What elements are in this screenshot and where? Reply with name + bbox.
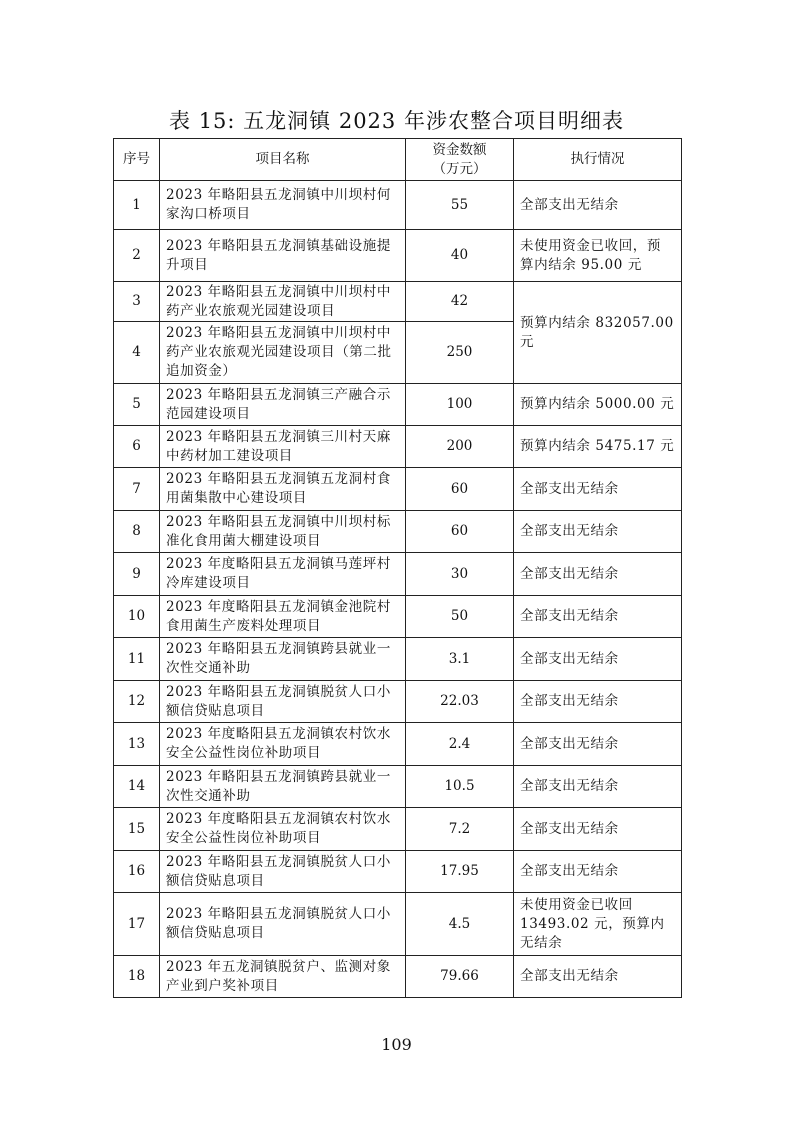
- table-row: [114, 511, 682, 553]
- row-name: 2023 年略阳县五龙洞镇中川坝村中药产业农旅观光园建设项目（第二批追加资金）: [160, 322, 406, 384]
- row-amount: 50: [406, 596, 514, 638]
- page-number: 109: [381, 1035, 412, 1054]
- row-name: 2023 年略阳县五龙洞镇中川坝村中药产业农旅观光园建设项目: [160, 282, 406, 322]
- row-name: 2023 年略阳县五龙洞镇三川村天麻中药材加工建设项目: [160, 426, 406, 468]
- row-status: 全部支出无结余: [514, 511, 682, 553]
- row-no: 3: [114, 282, 160, 322]
- row-no: 17: [114, 893, 160, 956]
- row-name: 2023 年略阳县五龙洞镇中川坝村何家沟口桥项目: [160, 181, 406, 230]
- table-row: [114, 766, 682, 808]
- row-no: 13: [114, 723, 160, 766]
- row-status: 全部支出无结余: [514, 553, 682, 596]
- row-status: 全部支出无结余: [514, 766, 682, 808]
- row-no: 2: [114, 230, 160, 282]
- row-status: 全部支出无结余: [514, 181, 682, 230]
- row-name: 2023 年略阳县五龙洞镇跨县就业一次性交通补助: [160, 638, 406, 681]
- row-status: 预算内结余 5475.17 元: [514, 426, 682, 468]
- row-status: 全部支出无结余: [514, 956, 682, 998]
- row-status: 全部支出无结余: [514, 808, 682, 851]
- table-row: [114, 808, 682, 851]
- table-row: [114, 426, 682, 468]
- row-amount: 60: [406, 511, 514, 553]
- row-amount: 30: [406, 553, 514, 596]
- row-amount: 79.66: [406, 956, 514, 998]
- table-row: [114, 681, 682, 723]
- row-status: 未使用资金已收回，预算内结余 95.00 元: [514, 230, 682, 282]
- row-no: 4: [114, 322, 160, 384]
- row-status: 全部支出无结余: [514, 681, 682, 723]
- row-name: 2023 年五龙洞镇脱贫户、监测对象产业到户奖补项目: [160, 956, 406, 998]
- row-name: 2023 年度略阳县五龙洞镇马莲坪村冷库建设项目: [160, 553, 406, 596]
- table-row: [114, 282, 682, 322]
- header-row: [114, 139, 682, 181]
- row-amount: 2.4: [406, 723, 514, 766]
- header-amount: 资金数额（万元）: [406, 139, 514, 181]
- table-row: [114, 723, 682, 766]
- row-name: 2023 年略阳县五龙洞镇五龙洞村食用菌集散中心建设项目: [160, 468, 406, 511]
- row-no: 12: [114, 681, 160, 723]
- row-amount: 42: [406, 282, 514, 322]
- table-row: [114, 468, 682, 511]
- row-no: 10: [114, 596, 160, 638]
- header-status: 执行情况: [514, 139, 682, 181]
- row-no: 5: [114, 384, 160, 426]
- row-amount: 55: [406, 181, 514, 230]
- row-no: 6: [114, 426, 160, 468]
- row-name: 2023 年略阳县五龙洞镇脱贫人口小额信贷贴息项目: [160, 893, 406, 956]
- row-status-merged: 预算内结余 832057.00 元: [514, 282, 682, 384]
- row-status: 全部支出无结余: [514, 468, 682, 511]
- row-amount: 22.03: [406, 681, 514, 723]
- table-title: 表 15: 五龙洞镇 2023 年涉农整合项目明细表: [169, 109, 624, 133]
- row-status: 全部支出无结余: [514, 851, 682, 893]
- project-table: [113, 138, 682, 998]
- row-amount: 100: [406, 384, 514, 426]
- row-name: 2023 年度略阳县五龙洞镇金池院村食用菌生产废料处理项目: [160, 596, 406, 638]
- row-status: 全部支出无结余: [514, 723, 682, 766]
- row-amount: 10.5: [406, 766, 514, 808]
- row-name: 2023 年略阳县五龙洞镇三产融合示范园建设项目: [160, 384, 406, 426]
- table-row: [114, 596, 682, 638]
- table-row: [114, 230, 682, 282]
- table-row: [114, 553, 682, 596]
- table-row: [114, 851, 682, 893]
- row-status: 预算内结余 5000.00 元: [514, 384, 682, 426]
- table-row: [114, 181, 682, 230]
- row-name: 2023 年度略阳县五龙洞镇农村饮水安全公益性岗位补助项目: [160, 808, 406, 851]
- row-no: 16: [114, 851, 160, 893]
- row-amount: 17.95: [406, 851, 514, 893]
- row-name: 2023 年度略阳县五龙洞镇农村饮水安全公益性岗位补助项目: [160, 723, 406, 766]
- row-amount: 200: [406, 426, 514, 468]
- row-no: 15: [114, 808, 160, 851]
- row-no: 1: [114, 181, 160, 230]
- row-no: 11: [114, 638, 160, 681]
- header-no: 序号: [114, 139, 160, 181]
- row-amount: 250: [406, 322, 514, 384]
- table-row: [114, 638, 682, 681]
- row-amount: 60: [406, 468, 514, 511]
- row-name: 2023 年略阳县五龙洞镇脱贫人口小额信贷贴息项目: [160, 851, 406, 893]
- row-status: 未使用资金已收回 13493.02 元，预算内无结余: [514, 893, 682, 956]
- row-status: 全部支出无结余: [514, 596, 682, 638]
- table-row: [114, 384, 682, 426]
- table-row: [114, 956, 682, 998]
- row-name: 2023 年略阳县五龙洞镇跨县就业一次性交通补助: [160, 766, 406, 808]
- row-status: 全部支出无结余: [514, 638, 682, 681]
- header-name: 项目名称: [160, 139, 406, 181]
- row-no: 9: [114, 553, 160, 596]
- row-no: 8: [114, 511, 160, 553]
- row-no: 7: [114, 468, 160, 511]
- row-name: 2023 年略阳县五龙洞镇基础设施提升项目: [160, 230, 406, 282]
- row-no: 18: [114, 956, 160, 998]
- row-amount: 4.5: [406, 893, 514, 956]
- table-row: [114, 893, 682, 956]
- row-amount: 3.1: [406, 638, 514, 681]
- row-name: 2023 年略阳县五龙洞镇中川坝村标准化食用菌大棚建设项目: [160, 511, 406, 553]
- row-amount: 7.2: [406, 808, 514, 851]
- row-amount: 40: [406, 230, 514, 282]
- row-no: 14: [114, 766, 160, 808]
- row-name: 2023 年略阳县五龙洞镇脱贫人口小额信贷贴息项目: [160, 681, 406, 723]
